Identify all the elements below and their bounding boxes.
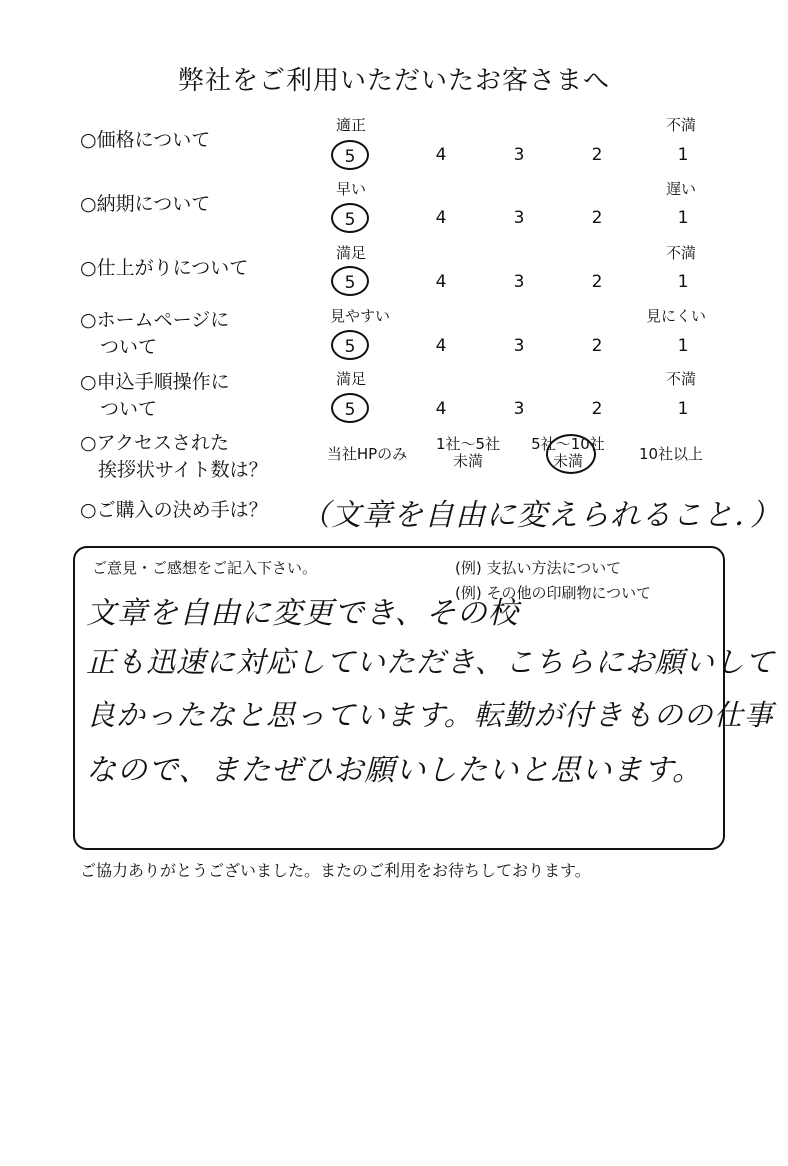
ordering-good-label: 満足	[336, 370, 367, 388]
deciding-factor-answer: （文章を自由に変えられること．）	[300, 498, 781, 533]
finish-rating-3[interactable]: 3	[513, 272, 525, 292]
finish-rating-1[interactable]: 1	[677, 272, 689, 292]
comment-line-1: 文章を自由に変更でき、その校	[86, 596, 519, 631]
question-deciding-factor: ○ご購入の決め手は？	[80, 499, 268, 521]
ordering-rating-4[interactable]: 4	[435, 399, 447, 419]
ordering-rating-2[interactable]: 2	[591, 399, 603, 419]
question-access-line1: ○アクセスされた	[80, 432, 230, 454]
question-homepage-line2: ついて	[100, 336, 158, 358]
access-option-5-10-line2: 未満	[552, 452, 583, 470]
delivery-rating-1[interactable]: 1	[677, 208, 689, 228]
price-bad-label: 不満	[666, 116, 697, 134]
access-option-1-5-line2: 未満	[452, 452, 483, 470]
comment-line-4: なので、またぜひお願いしたいと思います。	[86, 753, 703, 788]
question-finish: ○仕上がりについて	[80, 257, 249, 279]
comment-line-3: 良かったなと思っています。転勤が付きものの仕事	[86, 698, 774, 732]
access-option-10-plus-label: 10社以上	[638, 445, 704, 463]
question-ordering	[80, 369, 230, 423]
access-option-1-5-line1: 1社～5社	[435, 435, 501, 453]
access-option-5-10-line1: 5社～10社	[531, 435, 605, 453]
delivery-rating-4[interactable]: 4	[435, 208, 447, 228]
finish-good-label: 満足	[336, 244, 367, 262]
access-option-10-plus[interactable]	[626, 446, 716, 463]
comment-line-2: 正も迅速に対応していただき、こちらにお願いして	[86, 645, 775, 679]
homepage-bad-label: 見にくい	[646, 307, 707, 325]
closing-message: ご協力ありがとうございました。またのご利用をお待ちしております。	[80, 861, 591, 880]
homepage-good-label: 見やすい	[330, 307, 391, 325]
access-option-own-site-label: 当社HPのみ	[326, 445, 408, 463]
delivery-good-label: 早い	[336, 180, 367, 198]
question-access	[80, 430, 268, 484]
comment-prompt: ご意見・ご感想をご記入下さい。	[92, 559, 318, 577]
ordering-bad-label: 不満	[666, 370, 697, 388]
page-title: 弊社をご利用いただいたお客さまへ	[177, 66, 610, 96]
question-ordering-line2: ついて	[100, 398, 158, 420]
comment-example-2: (例) その他の印刷物について	[455, 584, 652, 602]
ordering-rating-1[interactable]: 1	[677, 399, 689, 419]
homepage-rating-1[interactable]: 1	[677, 336, 689, 356]
question-access-line2: 挨拶状サイト数は？	[98, 459, 268, 481]
price-rating-3[interactable]: 3	[513, 145, 525, 165]
homepage-rating-4[interactable]: 4	[435, 336, 447, 356]
question-homepage-line1: ○ホームページに	[80, 309, 230, 331]
homepage-rating-5-circled[interactable]: 5	[331, 330, 369, 360]
price-rating-4[interactable]: 4	[435, 145, 447, 165]
question-delivery: ○納期について	[80, 193, 211, 215]
price-rating-2[interactable]: 2	[591, 145, 603, 165]
finish-bad-label: 不満	[666, 244, 697, 262]
access-selection-circle	[546, 434, 596, 474]
comment-example-1: (例) 支払い方法について	[455, 559, 622, 577]
finish-rating-4[interactable]: 4	[435, 272, 447, 292]
homepage-rating-3[interactable]: 3	[513, 336, 525, 356]
delivery-rating-5-circled[interactable]: 5	[331, 203, 369, 233]
access-option-1-5[interactable]	[425, 436, 511, 470]
access-option-own-site[interactable]	[313, 446, 421, 463]
question-homepage	[80, 307, 229, 361]
price-good-label: 適正	[336, 116, 367, 134]
price-rating-5-circled[interactable]: 5	[331, 140, 369, 170]
delivery-bad-label: 遅い	[666, 180, 697, 198]
ordering-rating-5-circled[interactable]: 5	[331, 393, 369, 423]
delivery-rating-3[interactable]: 3	[513, 208, 525, 228]
ordering-rating-3[interactable]: 3	[513, 399, 525, 419]
finish-rating-2[interactable]: 2	[591, 272, 603, 292]
delivery-rating-2[interactable]: 2	[591, 208, 603, 228]
homepage-rating-2[interactable]: 2	[591, 336, 603, 356]
finish-rating-5-circled[interactable]: 5	[331, 266, 369, 296]
question-ordering-line1: ○申込手順操作に	[80, 371, 230, 393]
question-price: ○価格について	[80, 129, 211, 151]
price-rating-1[interactable]: 1	[677, 145, 689, 165]
